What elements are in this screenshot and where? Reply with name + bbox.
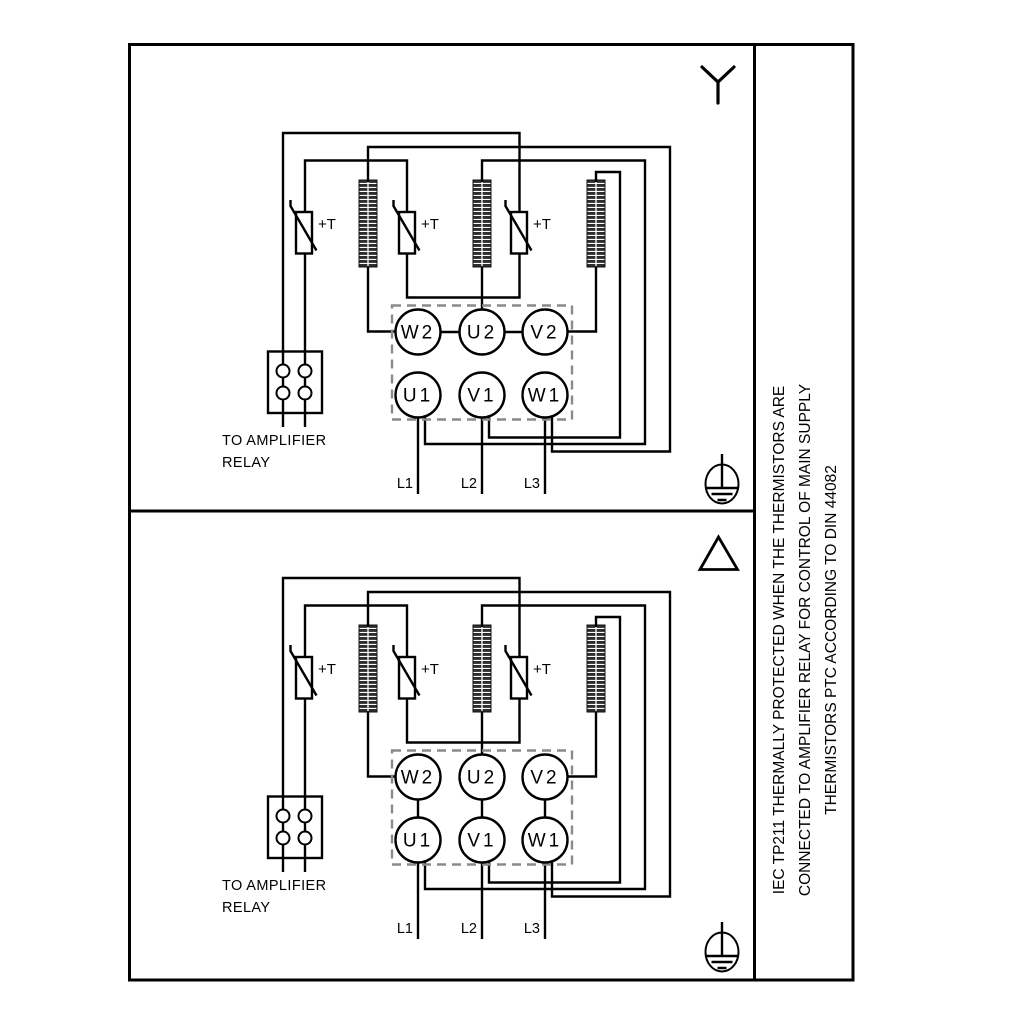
- supply-label-l1: L1: [396, 476, 413, 492]
- terminal-label-u1: U1: [402, 830, 434, 852]
- terminal-label-w1: W1: [527, 830, 563, 852]
- terminal-label-v2: V2: [530, 322, 560, 344]
- thermistor-label: +T: [533, 661, 551, 678]
- supply-label-l3: L3: [523, 476, 540, 492]
- thermistor-label: +T: [421, 661, 439, 678]
- terminal-label-u1: U1: [402, 385, 434, 407]
- terminal-label-v1: V1: [467, 385, 497, 407]
- note-line-3: THERMISTORS PTC ACCORDING TO DIN 44082: [823, 465, 840, 815]
- delta-connection-icon: [700, 537, 738, 570]
- thermistor-label: +T: [533, 216, 551, 233]
- terminal-label-u2: U2: [466, 767, 498, 789]
- delta-circuit-lines: [268, 578, 670, 939]
- terminal-label-w2: W2: [400, 322, 436, 344]
- thermistor-label: +T: [318, 661, 336, 678]
- relay-caption-line1: TO AMPLIFIER: [222, 433, 327, 449]
- relay-caption-line2: RELAY: [222, 455, 271, 471]
- relay-caption-line1: TO AMPLIFIER: [222, 878, 327, 894]
- terminal-label-w1: W1: [527, 385, 563, 407]
- supply-label-l2: L2: [460, 476, 477, 492]
- terminal-label-v1: V1: [467, 830, 497, 852]
- earth-symbol-star: [705, 454, 739, 504]
- terminal-label-u2: U2: [466, 322, 498, 344]
- supply-label-l1: L1: [396, 921, 413, 937]
- note-line-2: CONNECTED TO AMPLIFIER RELAY FOR CONTROL OF MAIN SUPPLY: [797, 383, 814, 897]
- star-connection-icon: [702, 67, 734, 103]
- thermal-protection-note: [767, 360, 847, 920]
- thermistor-label: +T: [421, 216, 439, 233]
- supply-label-l3: L3: [523, 921, 540, 937]
- terminal-label-v2: V2: [530, 767, 560, 789]
- earth-symbol-delta: [705, 922, 739, 972]
- delta-terminal-bridges: [418, 800, 545, 818]
- thermistor-label: +T: [318, 216, 336, 233]
- star-circuit-lines: [268, 133, 670, 494]
- relay-caption-line2: RELAY: [222, 900, 271, 916]
- note-line-1: IEC TP211 THERMALLY PROTECTED WHEN THE THERMISTORS ARE: [771, 385, 788, 895]
- terminal-label-w2: W2: [400, 767, 436, 789]
- supply-label-l2: L2: [460, 921, 477, 937]
